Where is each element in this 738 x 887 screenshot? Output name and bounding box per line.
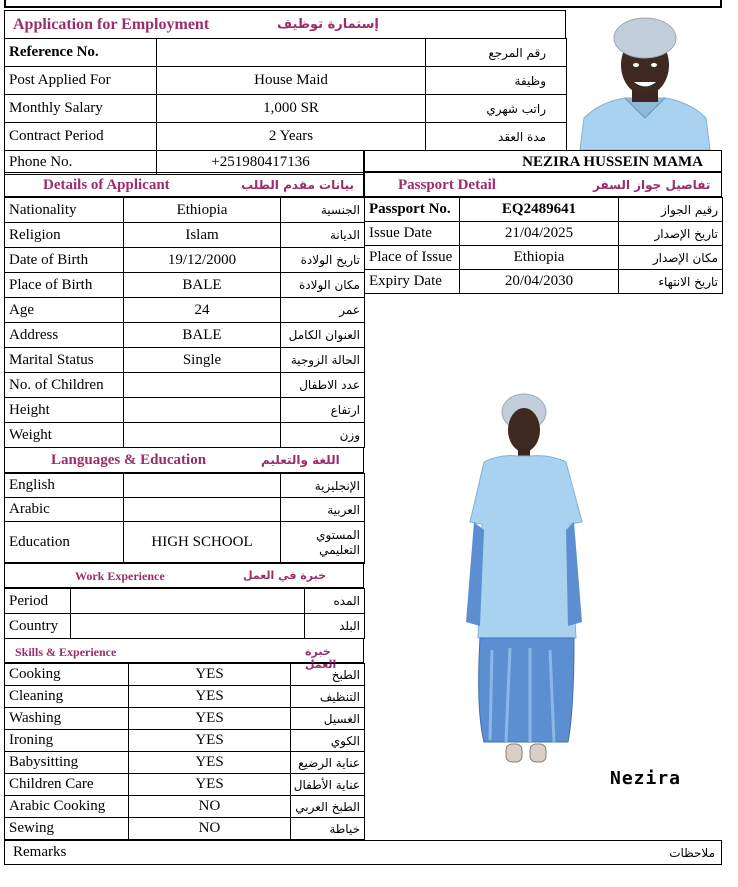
lang-arabic-label: Arabic (5, 498, 124, 522)
details-row (5, 423, 365, 448)
details-row (5, 248, 365, 273)
details-label-ar: ارتفاع (281, 398, 365, 423)
skills-label-ar: عناية الأطفال (291, 774, 365, 796)
details-label-ar: الحالة الزوجية (281, 348, 365, 373)
contract-value: 2 Years (157, 123, 426, 151)
skills-row (5, 708, 365, 730)
skills-label-ar: خياطة (291, 818, 365, 840)
lang-english-label-ar: الإنجليزية (281, 474, 365, 498)
skills-label: Sewing (5, 818, 129, 840)
passport-label: Expiry Date (365, 270, 460, 294)
ref-label-ar: رقم المرجع (426, 39, 567, 67)
skills-label-ar: التنظيف (291, 686, 365, 708)
languages-table (4, 473, 365, 564)
skills-row (5, 774, 365, 796)
top-frame (4, 0, 722, 8)
details-row (5, 348, 365, 373)
skills-row (5, 796, 365, 818)
skills-header (4, 638, 364, 671)
lang-english-value (124, 474, 281, 498)
skills-title-en: Skills & Experience (15, 645, 117, 659)
skills-label: Cleaning (5, 686, 129, 708)
details-label: Religion (5, 223, 124, 248)
work-country-label: Country (5, 614, 71, 639)
skills-label-ar: الطبخ العربي (291, 796, 365, 818)
skills-row (5, 818, 365, 840)
passport-title-en: Passport Detail (398, 177, 496, 193)
passport-label-ar: تاريخ الانتهاء (619, 270, 723, 294)
passport-label-ar: مكان الإصدار (619, 246, 723, 270)
skills-label-ar: الغسيل (291, 708, 365, 730)
photo-caption: Nezira (610, 768, 682, 789)
skills-label: Children Care (5, 774, 129, 796)
applicant-name-cell (363, 150, 722, 172)
passport-title-ar: تفاصيل جواز السفر (593, 178, 711, 192)
salary-label-ar: راتب شهري (426, 95, 567, 123)
details-label: Marital Status (5, 348, 124, 373)
passport-label: Place of Issue (365, 246, 460, 270)
details-label-ar: العنوان الكامل (281, 323, 365, 348)
skills-row (5, 664, 365, 686)
skills-value: YES (129, 752, 291, 774)
remarks-label-ar: ملاحظات (669, 846, 715, 860)
work-country-value (71, 614, 305, 639)
details-label: Nationality (5, 198, 124, 223)
details-label: Place of Birth (5, 273, 124, 298)
salary-label: Monthly Salary (5, 95, 157, 123)
full-body-illustration (440, 390, 620, 790)
skills-value: YES (129, 686, 291, 708)
skills-label: Arabic Cooking (5, 796, 129, 818)
post-value: House Maid (157, 67, 426, 95)
top-info-table (4, 38, 567, 151)
details-row (5, 223, 365, 248)
skills-value: YES (129, 774, 291, 796)
education-value: HIGH SCHOOL (124, 522, 281, 564)
post-label: Post Applied For (5, 67, 157, 95)
details-label-ar: مكان الولادة (281, 273, 365, 298)
skills-row (5, 686, 365, 708)
details-value: 24 (124, 298, 281, 323)
details-row (5, 323, 365, 348)
skills-label: Washing (5, 708, 129, 730)
details-row (5, 273, 365, 298)
work-title-ar: خبرة في العمل (243, 569, 327, 582)
details-label: Address (5, 323, 124, 348)
skills-value: YES (129, 730, 291, 752)
education-label-ar: المستوي التعليمي (281, 522, 365, 564)
details-value: BALE (124, 273, 281, 298)
details-row (5, 198, 365, 223)
details-label: Age (5, 298, 124, 323)
details-value: Single (124, 348, 281, 373)
passport-value: 20/04/2030 (460, 270, 619, 294)
skills-value: NO (129, 818, 291, 840)
details-row (5, 398, 365, 423)
phone-value: +251980417136 (157, 151, 365, 175)
skills-value: YES (129, 708, 291, 730)
skills-label-ar: عناية الرضيع (291, 752, 365, 774)
header-title-row (4, 10, 566, 39)
skills-title-ar: خبرة العمل (305, 645, 337, 671)
languages-header (4, 447, 364, 473)
languages-title-en: Languages & Education (51, 452, 207, 468)
lang-english-label: English (5, 474, 124, 498)
details-label-ar: تاريخ الولادة (281, 248, 365, 273)
passport-value: 21/04/2025 (460, 222, 619, 246)
passport-row (365, 222, 723, 246)
details-label: No. of Children (5, 373, 124, 398)
languages-title-ar: اللغة والتعليم (261, 453, 340, 467)
education-label: Education (5, 522, 124, 564)
passport-row (365, 246, 723, 270)
details-value: 19/12/2000 (124, 248, 281, 273)
contract-label: Contract Period (5, 123, 157, 151)
headshot-photo (570, 10, 720, 150)
passport-table (364, 197, 723, 294)
passport-value: Ethiopia (460, 246, 619, 270)
details-label-ar: عدد الاطفال (281, 373, 365, 398)
work-country-label-ar: البلد (305, 614, 365, 639)
details-value: Ethiopia (124, 198, 281, 223)
details-value (124, 373, 281, 398)
skills-label-ar: الكوي (291, 730, 365, 752)
post-label-ar: وظيفة (426, 67, 567, 95)
full-body-photo (440, 390, 682, 790)
work-title-en: Work Experience (75, 569, 165, 583)
passport-label-ar: تاريخ الإصدار (619, 222, 723, 246)
applicant-name: NEZIRA HUSSEIN MAMA (522, 154, 703, 170)
work-table (4, 588, 365, 639)
skills-label-ar: الطبخ (291, 664, 365, 686)
title-ar: إستمارة توظيف (277, 17, 379, 32)
headshot-illustration (570, 10, 720, 150)
passport-value: EQ2489641 (460, 198, 619, 222)
details-label: Date of Birth (5, 248, 124, 273)
skills-row (5, 752, 365, 774)
ref-label: Reference No. (5, 39, 157, 67)
details-label-ar: الديانة (281, 223, 365, 248)
skills-label: Cooking (5, 664, 129, 686)
phone-label: Phone No. (5, 151, 157, 175)
work-period-label-ar: المده (305, 589, 365, 614)
details-label-ar: الجنسية (281, 198, 365, 223)
remarks-label: Remarks (13, 844, 67, 860)
details-row (5, 373, 365, 398)
passport-label: Issue Date (365, 222, 460, 246)
details-label-ar: عمر (281, 298, 365, 323)
skills-row (5, 730, 365, 752)
ref-value (157, 39, 426, 67)
details-title-en: Details of Applicant (43, 177, 170, 193)
details-title-ar: بيانات مقدم الطلب (241, 178, 355, 192)
details-label: Height (5, 398, 124, 423)
lang-arabic-label-ar: العربية (281, 498, 365, 522)
skills-label: Ironing (5, 730, 129, 752)
passport-header (364, 172, 722, 197)
skills-value: YES (129, 664, 291, 686)
details-table (4, 197, 365, 448)
work-period-label: Period (5, 589, 71, 614)
remarks-row (4, 840, 722, 865)
skills-label: Babysitting (5, 752, 129, 774)
details-row (5, 298, 365, 323)
skills-value: NO (129, 796, 291, 818)
details-value (124, 398, 281, 423)
details-value: BALE (124, 323, 281, 348)
details-header (4, 172, 364, 197)
passport-label: Passport No. (365, 198, 460, 222)
lang-arabic-value (124, 498, 281, 522)
skills-table (4, 663, 365, 840)
passport-label-ar: رقيم الجواز (619, 198, 723, 222)
title-en: Application for Employment (13, 16, 210, 33)
details-value: Islam (124, 223, 281, 248)
contract-label-ar: مدة العقد (426, 123, 567, 151)
details-label-ar: وزن (281, 423, 365, 448)
details-value (124, 423, 281, 448)
work-period-value (71, 589, 305, 614)
passport-row (365, 270, 723, 294)
details-label: Weight (5, 423, 124, 448)
passport-row (365, 198, 723, 222)
work-header (4, 562, 364, 588)
salary-value: 1,000 SR (157, 95, 426, 123)
